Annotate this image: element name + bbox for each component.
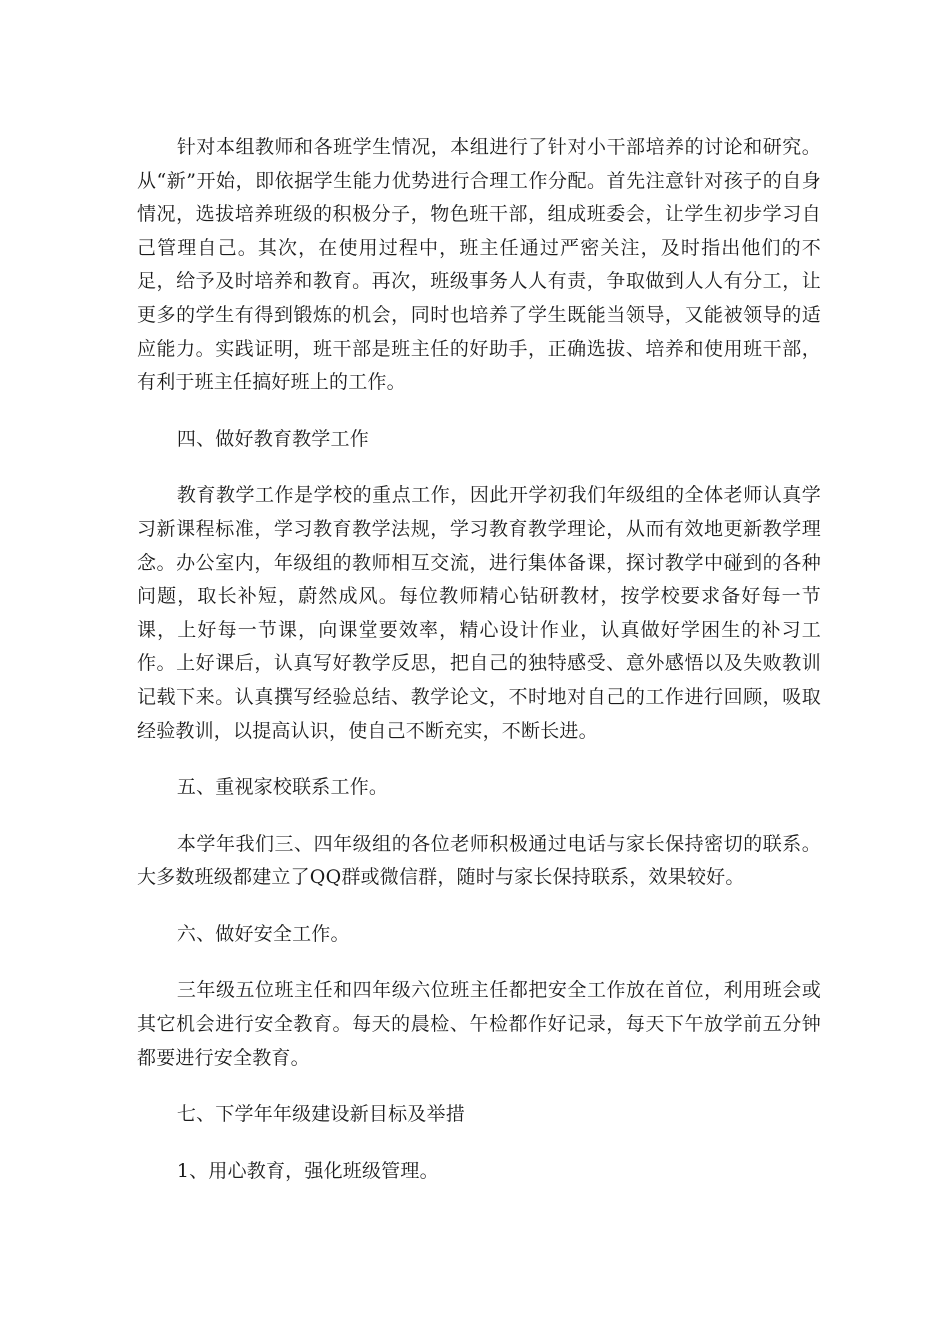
section-heading-teaching: 四、做好教育教学工作 bbox=[176, 427, 369, 450]
section-heading-next-year-goals: 七、下学年年级建设新目标及举措 bbox=[176, 1103, 465, 1126]
document-body bbox=[137, 131, 821, 1211]
paragraph-teaching: 教育教学工作是学校的重点工作，因此开学初我们年级组的全体老师认真学习新课程标准，学习教育教学法规，学习教育教学理论，从而有效地更新教学理念。办公室内，年级组的教师相互交流，进行集体备课，探讨教学中碰到的各种问题，取长补短，蔚然成风。每位教师精心钻研教材，按学校要求备好每一节课，上好每一节课，向课堂要效率，精心设计作业，认真做好学困生的补习工作。上好课后，认真写好教学反思，把自己的独特感受、意外感悟以及失败教训记载下来。认真撰写经验总结、教学论文，不时地对自己的工作进行回顾，吸取经验教训，以提高认识，使自己不断充实，不断长进。 bbox=[137, 484, 821, 742]
paragraph-home-school: 本学年我们三、四年级组的各位老师积极通过电话与家长保持密切的联系。大多数班级都建立了QQ群或微信群，随时与家长保持联系，效果较好。 bbox=[137, 832, 821, 889]
paragraph-safety: 三年级五位班主任和四年级六位班主任都把安全工作放在首位，利用班会或其它机会进行安全教育。每天的晨检、午检都作好记录，每天下午放学前五分钟都要进行安全教育。 bbox=[137, 979, 821, 1069]
subheading-class-management: 1、用心教育，强化班级管理。 bbox=[176, 1159, 439, 1182]
paragraph-cadre-training: 针对本组教师和各班学生情况，本组进行了针对小干部培养的讨论和研究。从“新”开始，即依据学生能力优势进行合理工作分配。首先注意针对孩子的自身情况，选拔培养班级的积极分子，物色班干部，组成班委会，让学生初步学习自己管理自己。其次，在使用过程中，班主任通过严密关注，及时指出他们的不足，给予及时培养和教育。再次，班级事务人人有责，争取做到人人有分工，让更多的学生有得到锻炼的机会，同时也培养了学生既能当领导，又能被领导的适应能力。实践证明，班干部是班主任的好助手，正确选拔、培养和使用班干部，有利于班主任搞好班上的工作。 bbox=[137, 136, 821, 394]
section-heading-safety: 六、做好安全工作。 bbox=[176, 922, 350, 945]
section-heading-home-school: 五、重视家校联系工作。 bbox=[176, 776, 389, 799]
